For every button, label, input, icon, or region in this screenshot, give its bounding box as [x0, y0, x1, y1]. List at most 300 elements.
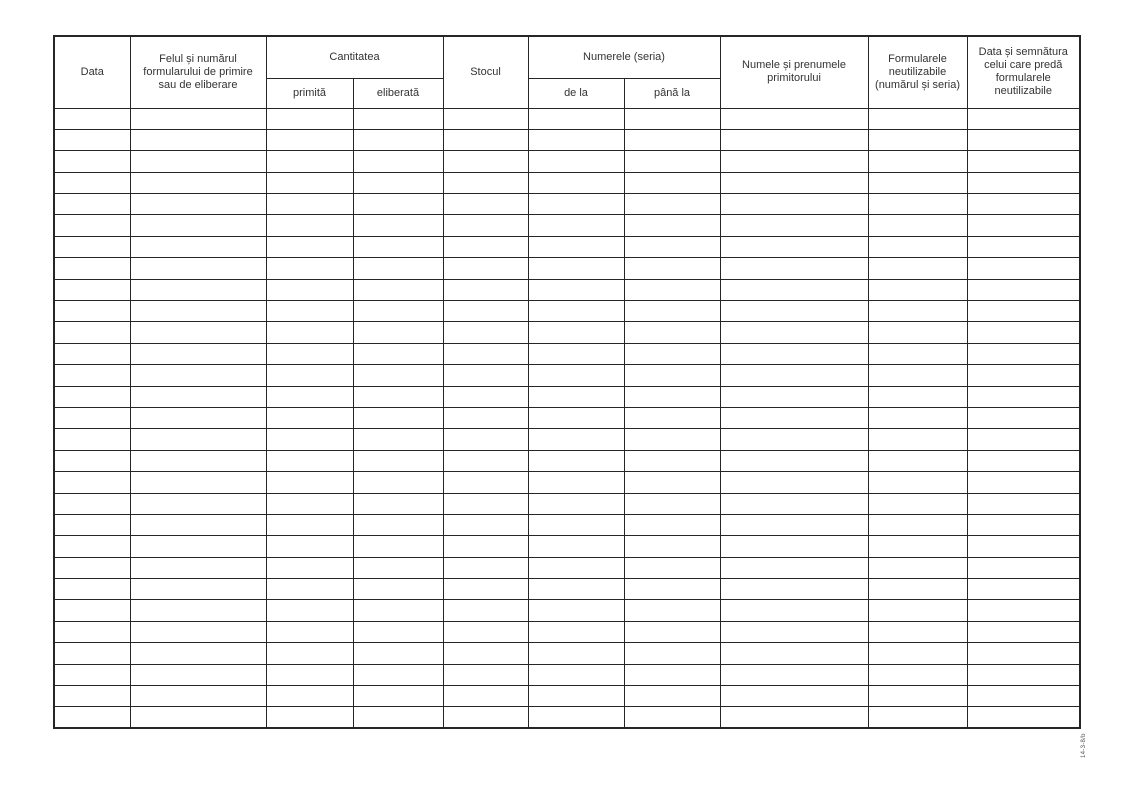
- empty-cell: [443, 215, 528, 236]
- empty-cell: [624, 236, 720, 257]
- empty-cell: [130, 365, 266, 386]
- empty-cell: [443, 621, 528, 642]
- empty-cell: [720, 258, 868, 279]
- empty-cell: [130, 407, 266, 428]
- empty-cell: [624, 707, 720, 728]
- empty-cell: [528, 686, 624, 707]
- empty-cell: [720, 236, 868, 257]
- empty-cell: [868, 386, 967, 407]
- table-row: [54, 343, 1080, 364]
- empty-cell: [353, 129, 443, 150]
- empty-cell: [967, 108, 1080, 129]
- empty-cell: [720, 579, 868, 600]
- empty-cell: [720, 129, 868, 150]
- empty-cell: [443, 686, 528, 707]
- table-row: [54, 236, 1080, 257]
- empty-cell: [266, 129, 353, 150]
- empty-cell: [443, 536, 528, 557]
- empty-cell: [353, 151, 443, 172]
- empty-cell: [266, 151, 353, 172]
- empty-cell: [624, 172, 720, 193]
- empty-cell: [266, 493, 353, 514]
- empty-cell: [967, 643, 1080, 664]
- empty-cell: [528, 343, 624, 364]
- empty-cell: [266, 664, 353, 685]
- empty-cell: [528, 322, 624, 343]
- empty-cell: [528, 429, 624, 450]
- empty-cell: [720, 557, 868, 578]
- empty-cell: [443, 258, 528, 279]
- table-row: [54, 215, 1080, 236]
- table-row: [54, 600, 1080, 621]
- empty-cell: [353, 172, 443, 193]
- empty-cell: [266, 386, 353, 407]
- empty-cell: [528, 194, 624, 215]
- empty-cell: [443, 493, 528, 514]
- table-row: [54, 429, 1080, 450]
- empty-cell: [967, 129, 1080, 150]
- empty-cell: [720, 514, 868, 535]
- empty-cell: [967, 301, 1080, 322]
- empty-cell: [443, 664, 528, 685]
- empty-cell: [868, 493, 967, 514]
- table-row: [54, 279, 1080, 300]
- column-header-primita: primită: [266, 78, 353, 108]
- empty-cell: [353, 236, 443, 257]
- empty-cell: [868, 557, 967, 578]
- empty-cell: [266, 621, 353, 642]
- empty-cell: [54, 557, 130, 578]
- header-row-top: [54, 36, 1080, 78]
- empty-cell: [266, 643, 353, 664]
- empty-cell: [443, 707, 528, 728]
- empty-cell: [528, 258, 624, 279]
- empty-cell: [868, 172, 967, 193]
- empty-cell: [624, 108, 720, 129]
- empty-cell: [624, 129, 720, 150]
- empty-cell: [130, 472, 266, 493]
- empty-cell: [266, 536, 353, 557]
- empty-cell: [967, 407, 1080, 428]
- empty-cell: [528, 450, 624, 471]
- empty-cell: [720, 322, 868, 343]
- empty-cell: [528, 279, 624, 300]
- empty-cell: [130, 621, 266, 642]
- empty-cell: [868, 407, 967, 428]
- empty-cell: [130, 493, 266, 514]
- empty-cell: [54, 365, 130, 386]
- empty-cell: [624, 322, 720, 343]
- empty-cell: [266, 279, 353, 300]
- empty-cell: [624, 450, 720, 471]
- empty-cell: [624, 151, 720, 172]
- empty-cell: [528, 493, 624, 514]
- empty-cell: [528, 664, 624, 685]
- table-row: [54, 386, 1080, 407]
- empty-cell: [353, 707, 443, 728]
- empty-cell: [130, 322, 266, 343]
- empty-cell: [353, 258, 443, 279]
- empty-cell: [353, 322, 443, 343]
- empty-cell: [266, 258, 353, 279]
- column-header-felul-si-numarul: Felul și numărul formularului de primire sau de eliberare: [130, 36, 266, 108]
- empty-cell: [720, 194, 868, 215]
- empty-cell: [443, 643, 528, 664]
- empty-cell: [130, 514, 266, 535]
- empty-cell: [353, 493, 443, 514]
- empty-cell: [54, 108, 130, 129]
- empty-cell: [967, 386, 1080, 407]
- empty-cell: [868, 536, 967, 557]
- empty-cell: [353, 215, 443, 236]
- empty-cell: [443, 236, 528, 257]
- empty-cell: [624, 301, 720, 322]
- empty-cell: [443, 579, 528, 600]
- empty-cell: [443, 429, 528, 450]
- empty-cell: [54, 664, 130, 685]
- empty-cell: [720, 664, 868, 685]
- empty-cell: [353, 686, 443, 707]
- empty-cell: [720, 172, 868, 193]
- empty-cell: [54, 151, 130, 172]
- empty-cell: [528, 301, 624, 322]
- empty-cell: [54, 172, 130, 193]
- empty-cell: [624, 621, 720, 642]
- empty-cell: [54, 536, 130, 557]
- table-row: [54, 301, 1080, 322]
- empty-cell: [528, 365, 624, 386]
- column-header-data-semnatura: Data și semnătura celui care predă formularele neutilizabile: [967, 36, 1080, 108]
- empty-cell: [266, 215, 353, 236]
- empty-cell: [967, 343, 1080, 364]
- empty-cell: [266, 450, 353, 471]
- column-header-cantitatea: Cantitatea: [266, 36, 443, 78]
- empty-cell: [967, 194, 1080, 215]
- column-header-numele-prenumele: Numele și prenumele primitorului: [720, 36, 868, 108]
- table-row: [54, 579, 1080, 600]
- empty-cell: [130, 386, 266, 407]
- empty-cell: [720, 407, 868, 428]
- empty-cell: [624, 258, 720, 279]
- empty-cell: [130, 108, 266, 129]
- empty-cell: [353, 600, 443, 621]
- empty-cell: [528, 514, 624, 535]
- empty-cell: [266, 365, 353, 386]
- empty-cell: [443, 557, 528, 578]
- empty-cell: [266, 407, 353, 428]
- empty-cell: [266, 301, 353, 322]
- empty-cell: [624, 557, 720, 578]
- empty-cell: [528, 536, 624, 557]
- empty-cell: [967, 279, 1080, 300]
- empty-cell: [624, 472, 720, 493]
- empty-cell: [130, 279, 266, 300]
- empty-cell: [720, 450, 868, 471]
- empty-cell: [868, 450, 967, 471]
- empty-cell: [967, 707, 1080, 728]
- empty-cell: [443, 343, 528, 364]
- empty-cell: [624, 215, 720, 236]
- column-header-numerele-seria: Numerele (seria): [528, 36, 720, 78]
- empty-cell: [54, 194, 130, 215]
- table-row: [54, 514, 1080, 535]
- empty-cell: [266, 236, 353, 257]
- empty-cell: [353, 579, 443, 600]
- empty-cell: [54, 621, 130, 642]
- empty-cell: [54, 322, 130, 343]
- column-header-data: Data: [54, 36, 130, 108]
- empty-cell: [443, 129, 528, 150]
- empty-cell: [624, 536, 720, 557]
- empty-cell: [353, 450, 443, 471]
- empty-cell: [967, 322, 1080, 343]
- empty-cell: [353, 643, 443, 664]
- empty-cell: [868, 643, 967, 664]
- empty-cell: [720, 215, 868, 236]
- empty-cell: [967, 450, 1080, 471]
- form-code-vertical: 14-3-8/b: [1081, 733, 1087, 758]
- empty-cell: [266, 579, 353, 600]
- table-row: [54, 472, 1080, 493]
- empty-cell: [130, 686, 266, 707]
- empty-cell: [624, 279, 720, 300]
- empty-cell: [624, 493, 720, 514]
- empty-cell: [967, 600, 1080, 621]
- empty-cell: [868, 301, 967, 322]
- column-header-formularele-neutilizabile: Formularele neutilizabile (numărul și seria): [868, 36, 967, 108]
- table-row: [54, 194, 1080, 215]
- empty-cell: [266, 686, 353, 707]
- empty-cell: [130, 450, 266, 471]
- empty-cell: [967, 365, 1080, 386]
- empty-cell: [443, 386, 528, 407]
- empty-cell: [720, 686, 868, 707]
- empty-cell: [443, 600, 528, 621]
- empty-cell: [353, 279, 443, 300]
- empty-cell: [624, 194, 720, 215]
- empty-cell: [720, 386, 868, 407]
- empty-cell: [528, 108, 624, 129]
- empty-cell: [720, 600, 868, 621]
- table-row: [54, 108, 1080, 129]
- empty-cell: [353, 407, 443, 428]
- empty-cell: [720, 151, 868, 172]
- empty-cell: [353, 664, 443, 685]
- empty-cell: [967, 664, 1080, 685]
- empty-cell: [266, 600, 353, 621]
- empty-cell: [353, 621, 443, 642]
- registry-table: [53, 35, 1081, 729]
- empty-cell: [130, 194, 266, 215]
- empty-cell: [353, 108, 443, 129]
- empty-cell: [624, 579, 720, 600]
- empty-cell: [266, 429, 353, 450]
- table-row: [54, 536, 1080, 557]
- empty-cell: [868, 279, 967, 300]
- empty-cell: [130, 643, 266, 664]
- empty-cell: [353, 557, 443, 578]
- empty-cell: [868, 322, 967, 343]
- empty-cell: [624, 514, 720, 535]
- empty-cell: [868, 514, 967, 535]
- empty-cell: [868, 194, 967, 215]
- empty-cell: [868, 108, 967, 129]
- empty-cell: [967, 472, 1080, 493]
- empty-cell: [967, 686, 1080, 707]
- empty-cell: [528, 472, 624, 493]
- empty-cell: [130, 236, 266, 257]
- empty-cell: [624, 407, 720, 428]
- empty-cell: [266, 343, 353, 364]
- empty-cell: [130, 151, 266, 172]
- empty-cell: [967, 258, 1080, 279]
- empty-cell: [54, 236, 130, 257]
- empty-cell: [528, 129, 624, 150]
- empty-cell: [443, 108, 528, 129]
- empty-cell: [54, 643, 130, 664]
- empty-cell: [967, 579, 1080, 600]
- empty-cell: [54, 514, 130, 535]
- empty-cell: [353, 536, 443, 557]
- empty-cell: [443, 472, 528, 493]
- empty-cell: [868, 343, 967, 364]
- empty-cell: [54, 429, 130, 450]
- empty-cell: [624, 365, 720, 386]
- empty-cell: [528, 707, 624, 728]
- empty-cell: [443, 365, 528, 386]
- empty-cell: [130, 215, 266, 236]
- column-header-eliberata: eliberată: [353, 78, 443, 108]
- empty-cell: [54, 600, 130, 621]
- empty-cell: [868, 707, 967, 728]
- empty-cell: [54, 493, 130, 514]
- empty-cell: [443, 151, 528, 172]
- table-header: [54, 36, 1080, 108]
- empty-cell: [720, 707, 868, 728]
- empty-cell: [720, 493, 868, 514]
- empty-cell: [967, 621, 1080, 642]
- empty-cell: [130, 536, 266, 557]
- empty-cell: [266, 472, 353, 493]
- empty-cell: [624, 600, 720, 621]
- empty-cell: [720, 472, 868, 493]
- empty-cell: [868, 621, 967, 642]
- empty-cell: [54, 407, 130, 428]
- empty-cell: [130, 258, 266, 279]
- empty-cell: [720, 343, 868, 364]
- empty-cell: [266, 172, 353, 193]
- empty-cell: [130, 301, 266, 322]
- empty-cell: [967, 514, 1080, 535]
- empty-cell: [54, 686, 130, 707]
- empty-cell: [130, 600, 266, 621]
- table-row: [54, 643, 1080, 664]
- empty-cell: [130, 579, 266, 600]
- empty-cell: [54, 258, 130, 279]
- empty-cell: [868, 472, 967, 493]
- empty-cell: [54, 450, 130, 471]
- empty-cell: [353, 514, 443, 535]
- empty-cell: [528, 557, 624, 578]
- empty-cell: [624, 429, 720, 450]
- empty-cell: [443, 279, 528, 300]
- empty-cell: [54, 129, 130, 150]
- empty-cell: [720, 301, 868, 322]
- empty-cell: [868, 600, 967, 621]
- table-row: [54, 258, 1080, 279]
- table-row: [54, 707, 1080, 728]
- empty-cell: [54, 343, 130, 364]
- empty-cell: [353, 429, 443, 450]
- empty-cell: [266, 194, 353, 215]
- empty-cell: [54, 301, 130, 322]
- empty-cell: [720, 621, 868, 642]
- empty-cell: [967, 215, 1080, 236]
- table-row: [54, 450, 1080, 471]
- empty-cell: [353, 365, 443, 386]
- empty-cell: [720, 643, 868, 664]
- empty-cell: [443, 514, 528, 535]
- empty-cell: [130, 429, 266, 450]
- empty-cell: [54, 386, 130, 407]
- empty-cell: [720, 365, 868, 386]
- empty-cell: [443, 301, 528, 322]
- empty-cell: [443, 407, 528, 428]
- empty-cell: [130, 664, 266, 685]
- table-row: [54, 557, 1080, 578]
- empty-cell: [868, 236, 967, 257]
- empty-cell: [266, 557, 353, 578]
- empty-cell: [720, 429, 868, 450]
- empty-cell: [868, 365, 967, 386]
- empty-cell: [353, 472, 443, 493]
- table-row: [54, 493, 1080, 514]
- empty-cell: [443, 450, 528, 471]
- empty-cell: [54, 472, 130, 493]
- empty-cell: [624, 643, 720, 664]
- table-row: [54, 407, 1080, 428]
- empty-cell: [54, 215, 130, 236]
- empty-cell: [868, 129, 967, 150]
- empty-cell: [443, 172, 528, 193]
- empty-cell: [624, 343, 720, 364]
- empty-cell: [528, 407, 624, 428]
- empty-cell: [528, 215, 624, 236]
- empty-cell: [868, 258, 967, 279]
- empty-cell: [130, 557, 266, 578]
- empty-cell: [868, 664, 967, 685]
- empty-cell: [266, 514, 353, 535]
- empty-cell: [868, 686, 967, 707]
- empty-cell: [353, 386, 443, 407]
- empty-cell: [528, 579, 624, 600]
- empty-cell: [967, 536, 1080, 557]
- empty-cell: [54, 279, 130, 300]
- table-row: [54, 151, 1080, 172]
- empty-cell: [54, 579, 130, 600]
- table-row: [54, 172, 1080, 193]
- empty-cell: [967, 172, 1080, 193]
- empty-cell: [266, 707, 353, 728]
- empty-cell: [624, 386, 720, 407]
- column-header-stocul: Stocul: [443, 36, 528, 108]
- empty-cell: [720, 279, 868, 300]
- empty-cell: [443, 194, 528, 215]
- empty-cell: [967, 557, 1080, 578]
- table-row: [54, 664, 1080, 685]
- empty-cell: [353, 194, 443, 215]
- empty-cell: [130, 172, 266, 193]
